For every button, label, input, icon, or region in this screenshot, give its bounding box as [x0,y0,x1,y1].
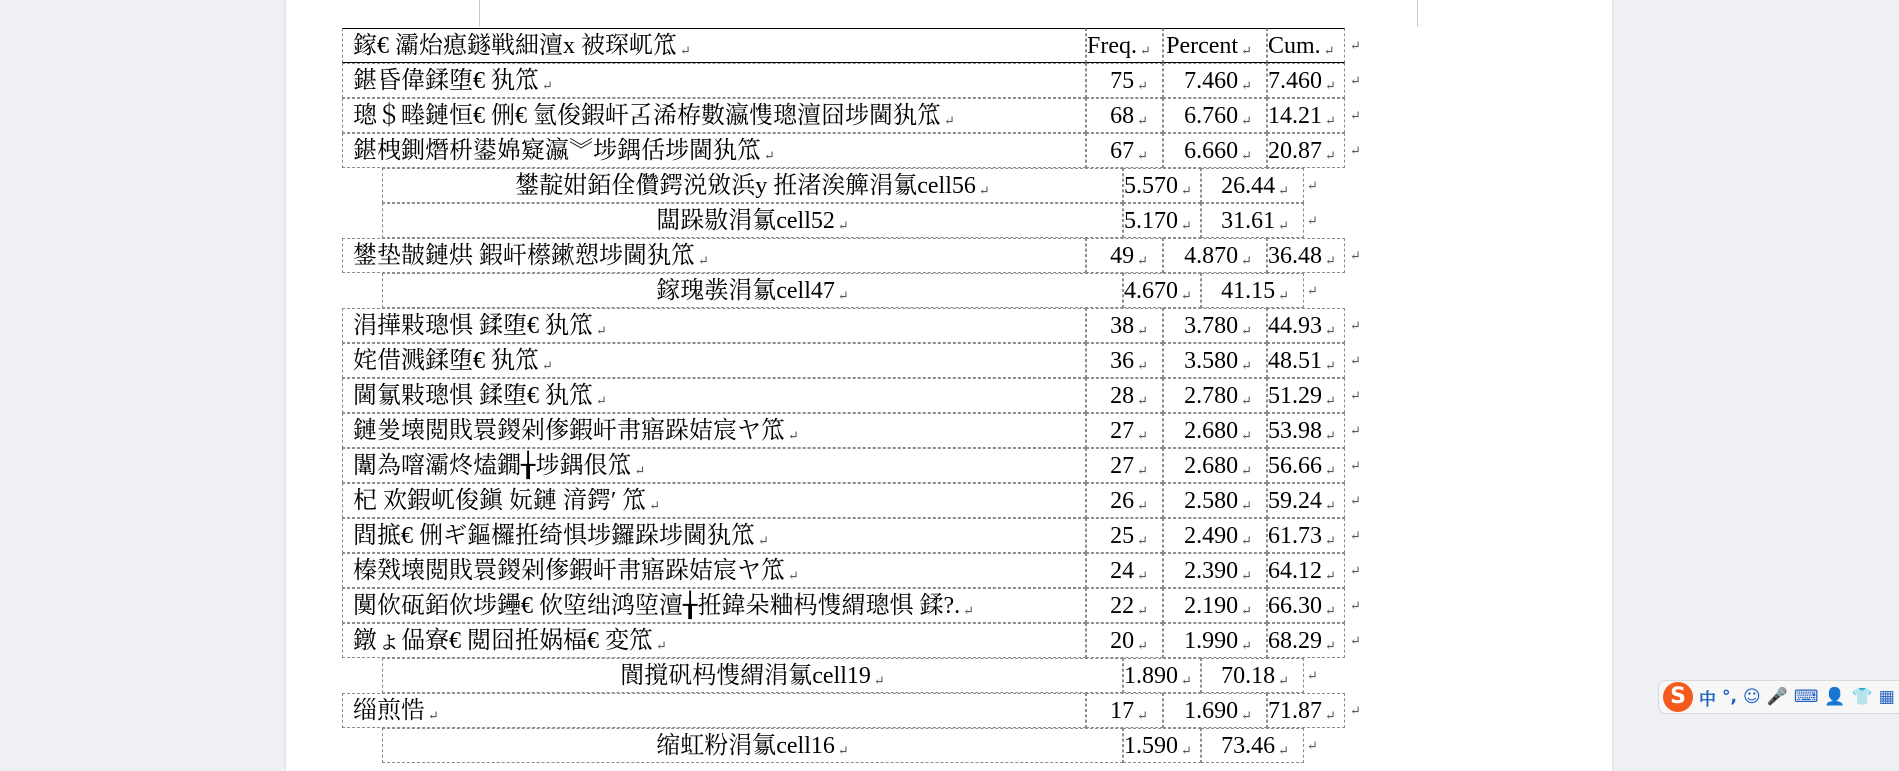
cell-end-mark: ↵ [1325,498,1336,513]
row-cum-text: 53.98 [1268,418,1322,444]
row-end-mark: ↵ [1350,458,1361,473]
page-corner-mark-right [1417,0,1418,27]
row-percent [1163,693,1267,728]
table-row [342,553,1556,588]
row-freq-text: 27 [1110,453,1135,479]
row-end-mark: ↵ [1350,598,1361,613]
row-end-mark: ↵ [1350,633,1361,648]
cell-end-mark: ↵ [788,428,799,443]
cell-end-mark: ↵ [1137,113,1148,128]
row-percent [1123,203,1201,238]
cell-end-mark: ↵ [944,113,955,128]
ime-user-icon[interactable]: 👤 [1824,687,1846,707]
row-end-mark: ↵ [1350,493,1361,508]
ime-toolbar[interactable] [1658,680,1899,714]
row-end-mark: ↵ [1350,108,1361,123]
row-percent [1163,133,1267,168]
row-freq-text: 68 [1110,103,1135,129]
row-freq [1086,483,1163,518]
cell-end-mark: ↵ [837,218,849,233]
row-freq-text: 67 [1110,138,1135,164]
table-row [342,693,1556,728]
row-freq [1086,378,1163,413]
cell-end-mark: ↵ [1325,533,1336,548]
row-cum-text: 71.87 [1268,698,1322,724]
row-percent [1123,273,1201,308]
row-freq [1086,63,1163,98]
row-freq-text: 22 [1110,593,1135,619]
row-freq [1086,133,1163,168]
cell-end-mark: ↵ [1137,498,1148,513]
row-freq [1086,98,1163,133]
row-percent-text: 2.390 [1184,558,1239,584]
table-row [342,413,1556,448]
row-cum-text: 66.30 [1268,593,1322,619]
cell-end-mark: ↵ [1241,463,1252,478]
cell-end-mark: ↵ [1325,428,1336,443]
table-row [342,378,1556,413]
cell-end-mark: ↵ [1325,323,1336,338]
row-category [342,483,1086,518]
row-cum [1201,728,1304,763]
row-end-mark: ↵ [1350,38,1361,53]
cell-end-mark: ↵ [1241,358,1252,373]
row-category-text: 鍖栧鍘熸枡鍙婂寲瀛︾埗鍝佸埗閫犱笟 [353,138,761,164]
row-freq [1086,413,1163,448]
row-category [342,448,1086,483]
row-cum-text: 44.93 [1268,313,1322,339]
row-category-merged-text: 閬撹矾杩愯緭涓氱cell19 [620,663,871,689]
table-row [342,133,1556,168]
table-row [342,343,1556,378]
header-cum-text: Cum. [1268,33,1321,59]
cell-end-mark: ↵ [1241,533,1252,548]
row-percent-text: 6.660 [1184,138,1239,164]
row-cum-text: 20.87 [1268,138,1322,164]
row-category-merged [382,658,1123,693]
row-end-mark: ↵ [1307,738,1318,753]
row-freq-text: 27 [1110,418,1135,444]
table-header-row [342,28,1556,63]
row-percent [1163,63,1267,98]
row-freq-text: 28 [1110,383,1135,409]
row-cum [1267,238,1345,273]
row-cum-text: 41.15 [1221,278,1276,304]
row-cum-text: 26.44 [1221,173,1276,199]
row-end-mark: ↵ [1307,283,1318,298]
row-category [342,238,1086,273]
cell-end-mark: ↵ [1241,113,1252,128]
row-percent [1163,98,1267,133]
cell-end-mark: ↵ [656,638,667,653]
row-end-mark: ↵ [1350,248,1361,263]
cell-end-mark: ↵ [1325,463,1336,478]
row-freq-text: 24 [1110,558,1135,584]
row-cum [1267,623,1345,658]
cell-end-mark: ↵ [1325,393,1336,408]
table-row [342,623,1556,658]
row-percent [1163,483,1267,518]
cell-end-mark: ↵ [1137,358,1148,373]
ime-emoji-icon[interactable]: ☺ [1742,687,1761,707]
row-category [342,588,1086,623]
row-freq [1086,693,1163,728]
cell-end-mark: ↵ [837,288,849,303]
cell-end-mark: ↵ [680,43,691,58]
row-cum-text: 73.46 [1221,733,1276,759]
cell-end-mark: ↵ [1241,393,1252,408]
row-category [342,343,1086,378]
row-percent-text: 3.780 [1184,313,1239,339]
row-cum-text: 64.12 [1268,558,1322,584]
row-percent-text: 4.670 [1124,278,1178,304]
row-end-mark: ↵ [1350,318,1361,333]
cell-end-mark: ↵ [649,498,661,513]
cell-end-mark: ↵ [1278,183,1289,198]
cell-end-mark: ↵ [1241,78,1252,93]
cell-end-mark: ↵ [978,183,990,198]
cell-end-mark: ↵ [758,533,769,548]
row-category-merged-text: 鎵瑰彂涓氱cell47 [656,278,835,304]
row-percent-text: 7.460 [1184,68,1239,94]
row-freq-text: 38 [1110,313,1135,339]
row-percent [1163,448,1267,483]
row-percent-text: 1.690 [1184,698,1239,724]
table-row [342,273,1556,308]
row-cum [1267,483,1345,518]
row-cum [1267,518,1345,553]
table-row [342,168,1556,203]
header-percent [1163,28,1267,63]
cell-end-mark: ↵ [1241,603,1252,618]
row-category-text: 姹借溅鍒堕€ 犱笟 [353,348,539,374]
row-percent-text: 1.590 [1124,733,1178,759]
cell-end-mark: ↵ [1241,428,1252,443]
header-category [342,28,1086,63]
row-cum [1267,553,1345,588]
row-cum [1267,63,1345,98]
row-category-text: 閰掋€ 侀ギ鏂欏拰绮惧埗鑼跺埗閫犱笟 [353,523,755,549]
row-percent-text: 1.990 [1184,628,1239,654]
row-percent-text: 5.170 [1124,208,1178,234]
row-cum [1267,588,1345,623]
cell-end-mark: ↵ [698,253,709,268]
row-cum [1267,413,1345,448]
document-page [286,0,1612,771]
cell-end-mark: ↵ [1325,358,1336,373]
row-percent [1163,238,1267,273]
cell-end-mark: ↵ [1241,323,1252,338]
header-category-text: 鎵€ 灞炲瘜鐩戦細澶х 被琛屼笟 [353,33,677,59]
table-row [342,448,1556,483]
cell-end-mark: ↵ [837,743,849,758]
row-freq [1086,308,1163,343]
cell-end-mark: ↵ [963,603,975,618]
row-percent [1163,518,1267,553]
ime-voice-icon[interactable]: 🎤 [1766,687,1788,707]
row-cum-text: 68.29 [1268,628,1322,654]
row-percent-text: 2.580 [1184,488,1239,514]
row-percent [1163,378,1267,413]
row-cum [1267,133,1345,168]
cell-end-mark: ↵ [1325,568,1336,583]
table-row [342,98,1556,133]
cell-end-mark: ↵ [1137,393,1148,408]
row-end-mark: ↵ [1350,563,1361,578]
row-freq-text: 75 [1110,68,1135,94]
table-row [342,238,1556,273]
row-category-text: 闃佽砙銆佽埗鑸€ 佽埅绌鸿埅澶╁拰鍏朵粬杩愯緭璁惧 鍒?. [353,593,961,619]
cell-end-mark: ↵ [1241,498,1252,513]
row-category-text: 鏈夎壊閲戝睘鍐剁偧鍜屽帇寤跺姞宸ヤ笟 [353,418,785,444]
row-freq [1086,553,1163,588]
cell-end-mark: ↵ [1181,288,1192,303]
table-row [342,728,1556,763]
page-corner-mark-left [479,0,480,27]
row-category-text: 鐓ょ偘寮€ 閲囧拰娲楅€ 変笟 [353,628,653,654]
row-percent [1163,623,1267,658]
cell-end-mark: ↵ [542,358,553,373]
cell-end-mark: ↵ [1278,288,1289,303]
row-end-mark: ↵ [1350,423,1361,438]
row-category-merged [382,168,1123,203]
row-cum [1267,98,1345,133]
cell-end-mark: ↵ [1137,708,1148,723]
cell-end-mark: ↵ [1137,323,1148,338]
row-percent-text: 2.680 [1184,418,1239,444]
cell-end-mark: ↵ [1241,148,1252,163]
table-row [342,658,1556,693]
row-category [342,133,1086,168]
row-freq [1086,588,1163,623]
ime-mode-chinese-icon[interactable]: 中 [1699,689,1716,710]
cell-end-mark: ↵ [1278,673,1289,688]
row-percent-text: 2.190 [1184,593,1239,619]
cell-end-mark: ↵ [542,78,553,93]
cell-end-mark: ↵ [1137,463,1148,478]
row-freq [1086,623,1163,658]
row-cum-text: 59.24 [1268,488,1322,514]
cell-end-mark: ↵ [596,393,607,408]
row-percent-text: 4.870 [1184,243,1239,269]
row-cum-text: 61.73 [1268,523,1322,549]
row-freq-text: 49 [1110,243,1135,269]
row-category-text: 鍖昏偉鍒堕€ 犱笟 [353,68,539,94]
header-cum [1267,28,1345,63]
row-end-mark: ↵ [1350,353,1361,368]
cell-end-mark: ↵ [1140,43,1151,58]
cell-end-mark: ↵ [1323,43,1335,58]
cell-end-mark: ↵ [1241,638,1252,653]
row-cum [1201,168,1304,203]
row-category-merged-text: 闆跺敭涓氱cell52 [656,208,835,234]
row-category-text: 缁煎悎 [353,698,425,724]
cell-end-mark: ↵ [1181,218,1192,233]
sogou-logo-icon[interactable]: S [1663,682,1693,712]
row-category-text: 璁＄畻鏈恒€ 侀€ 氫俊鍜屽叾浠栫數瀛愯璁澶囧埗閫犱笟 [353,103,941,129]
row-cum-text: 70.18 [1221,663,1276,689]
cell-end-mark: ↵ [1325,148,1336,163]
row-category-text: 涓撶敤璁惧 鍒堕€ 犱笟 [353,313,593,339]
cell-end-mark: ↵ [1325,78,1336,93]
ime-punctuation-icon[interactable]: °, [1722,687,1737,707]
row-category [342,518,1086,553]
row-category-text: 闈為噾灞炵熆鐗╁埗鍝佷笟 [353,453,632,479]
row-percent-text: 1.890 [1124,663,1178,689]
row-category [342,623,1086,658]
row-end-mark: ↵ [1307,213,1318,228]
cell-end-mark: ↵ [634,463,646,478]
row-cum [1201,203,1304,238]
row-percent [1163,308,1267,343]
row-percent [1163,343,1267,378]
row-freq [1086,448,1163,483]
row-cum [1267,378,1345,413]
row-percent [1123,728,1201,763]
row-cum-text: 7.460 [1268,68,1322,94]
cell-end-mark: ↵ [1137,428,1148,443]
row-freq-text: 25 [1110,523,1135,549]
cell-end-mark: ↵ [1181,183,1192,198]
table-row [342,483,1556,518]
ime-toolbox-icon[interactable]: ▦ [1878,687,1895,707]
cell-end-mark: ↵ [1241,568,1252,583]
cell-end-mark: ↵ [1181,743,1192,758]
row-category-merged [382,728,1123,763]
row-category-merged-text: 缩虹粉涓氱cell16 [656,733,835,759]
row-end-mark: ↵ [1307,668,1318,683]
row-end-mark: ↵ [1350,143,1361,158]
row-percent-text: 2.490 [1184,523,1239,549]
row-percent [1163,413,1267,448]
cell-end-mark: ↵ [1325,603,1336,618]
row-freq-text: 36 [1110,348,1135,374]
row-percent [1123,168,1201,203]
cell-end-mark: ↵ [596,323,607,338]
row-category [342,308,1086,343]
cell-end-mark: ↵ [428,708,439,723]
row-category-text: 閫氱敤璁惧 鍒堕€ 犱笟 [353,383,593,409]
row-freq [1086,238,1163,273]
row-end-mark: ↵ [1350,703,1361,718]
cell-end-mark: ↵ [1241,708,1252,723]
cell-end-mark: ↵ [873,673,885,688]
cell-end-mark: ↵ [1137,638,1148,653]
row-percent-text: 3.580 [1184,348,1239,374]
cell-end-mark: ↵ [1241,253,1252,268]
row-end-mark: ↵ [1350,528,1361,543]
cell-end-mark: ↵ [1325,113,1336,128]
header-freq-text: Freq. [1087,33,1137,59]
row-category-text: 鐢垫皵鏈烘 鍜屽櫒鏉愬埗閫犱笟 [353,243,695,269]
row-cum-text: 31.61 [1221,208,1276,234]
table-row [342,63,1556,98]
row-freq [1086,518,1163,553]
row-end-mark: ↵ [1350,73,1361,88]
row-cum-text: 48.51 [1268,348,1322,374]
row-category [342,693,1086,728]
row-freq-text: 26 [1110,488,1135,514]
row-category-merged-text: 鐢靛姏銆佺儹鍔涚敓浜у 拰渚涘簲涓氱cell56 [515,173,976,199]
row-cum-text: 36.48 [1268,243,1322,269]
row-percent [1123,658,1201,693]
row-category-text: 杞 欢鍜屼俊鎭 妧鏈 湇鍔′ 笟 [353,488,647,514]
cell-end-mark: ↵ [764,148,775,163]
row-cum [1201,658,1304,693]
row-category [342,63,1086,98]
cell-end-mark: ↵ [1325,708,1336,723]
row-freq [1086,343,1163,378]
cell-end-mark: ↵ [1137,533,1148,548]
cell-end-mark: ↵ [1137,568,1148,583]
row-percent [1163,588,1267,623]
cell-end-mark: ↵ [1137,253,1148,268]
table-row [342,518,1556,553]
cell-end-mark: ↵ [1137,148,1148,163]
cell-end-mark: ↵ [1241,43,1252,58]
table-row [342,203,1556,238]
cell-end-mark: ↵ [1325,638,1336,653]
row-cum [1267,343,1345,378]
cell-end-mark: ↵ [1278,218,1289,233]
cell-end-mark: ↵ [1137,78,1148,93]
row-cum [1201,273,1304,308]
row-end-mark: ↵ [1350,388,1361,403]
row-cum [1267,693,1345,728]
table-row [342,308,1556,343]
row-percent-text: 2.780 [1184,383,1239,409]
row-cum [1267,448,1345,483]
ime-skin-icon[interactable]: 👕 [1851,687,1873,707]
cell-end-mark: ↵ [1181,673,1192,688]
row-category [342,553,1086,588]
cell-end-mark: ↵ [788,568,799,583]
table-row [342,588,1556,623]
row-percent-text: 6.760 [1184,103,1239,129]
row-category [342,413,1086,448]
row-category [342,98,1086,133]
cell-end-mark: ↵ [1137,603,1148,618]
header-percent-text: Percent [1166,33,1239,59]
row-cum-text: 56.66 [1268,453,1322,479]
row-cum-text: 14.21 [1268,103,1322,129]
row-cum [1267,308,1345,343]
cell-end-mark: ↵ [1325,253,1336,268]
row-freq-text: 17 [1110,698,1135,724]
ime-keyboard-icon[interactable]: ⌨ [1793,687,1819,707]
row-category-merged [382,273,1123,308]
row-percent [1163,553,1267,588]
row-percent-text: 2.680 [1184,453,1239,479]
row-category-merged [382,203,1123,238]
row-percent-text: 5.570 [1124,173,1178,199]
row-end-mark: ↵ [1307,178,1318,193]
row-category [342,378,1086,413]
header-freq [1086,28,1163,63]
row-cum-text: 51.29 [1268,383,1322,409]
cell-end-mark: ↵ [1278,743,1289,758]
row-freq-text: 20 [1110,628,1135,654]
row-category-text: 榛戣壊閲戝睘鍐剁偧鍜屽帇寤跺姞宸ヤ笟 [353,558,785,584]
